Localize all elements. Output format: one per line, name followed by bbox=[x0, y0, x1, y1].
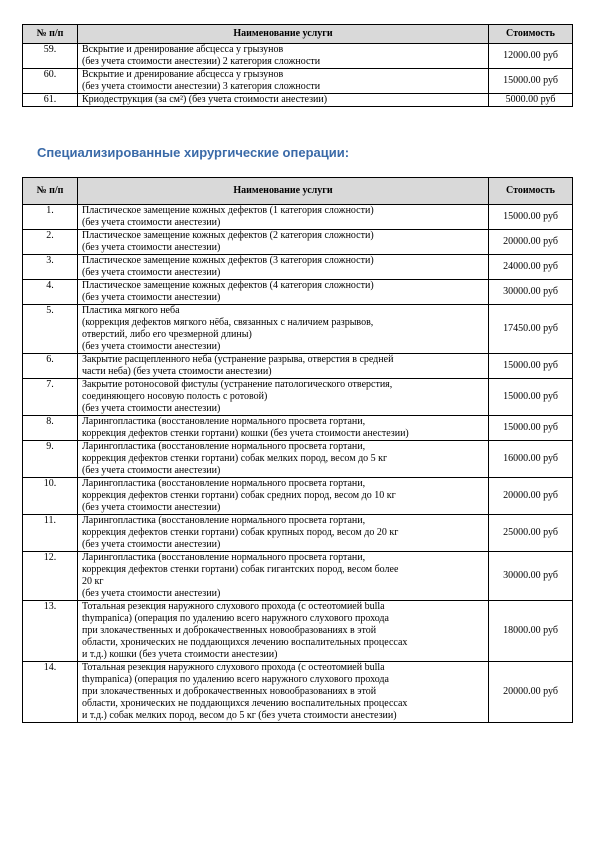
table-row bbox=[23, 354, 573, 379]
service-name-line: Тотальная резекция наружного слухового прохода (с остеотомией bulla bbox=[82, 601, 385, 612]
service-name-line: (без учета стоимости анестезии) bbox=[82, 539, 221, 550]
row-number: 7. bbox=[23, 379, 78, 416]
service-name bbox=[78, 255, 489, 280]
table-header-row bbox=[23, 25, 573, 44]
service-name bbox=[78, 416, 489, 441]
service-name bbox=[78, 379, 489, 416]
table-row bbox=[23, 441, 573, 478]
service-price: 17450.00 руб bbox=[489, 305, 573, 354]
price-table-top bbox=[22, 24, 573, 107]
service-name-line: Закрытие ротоносовой фистулы (устранение патологического отверстия, bbox=[82, 379, 393, 390]
row-number: 12. bbox=[23, 552, 78, 601]
row-number: 59. bbox=[23, 44, 78, 69]
service-name bbox=[78, 662, 489, 723]
table-row bbox=[23, 280, 573, 305]
service-name-line: (без учета стоимости анестезии) bbox=[82, 267, 221, 278]
service-price: 15000.00 руб bbox=[489, 416, 573, 441]
row-number: 13. bbox=[23, 601, 78, 662]
service-name-line: и т.д.) кошки (без учета стоимости анестезии) bbox=[82, 649, 278, 660]
service-name bbox=[78, 441, 489, 478]
service-name bbox=[78, 280, 489, 305]
service-name bbox=[78, 230, 489, 255]
service-name-line: thympanica) (операция по удалению всего наружного слухового прохода bbox=[82, 674, 389, 685]
service-name bbox=[78, 305, 489, 354]
service-name-line: соединяющего носовую полость с ротовой) bbox=[82, 391, 268, 402]
service-price: 5000.00 руб bbox=[489, 94, 573, 107]
service-name-line: Ларингопластика (восстановление нормального просвета гортани, bbox=[82, 515, 366, 526]
service-price: 18000.00 руб bbox=[489, 601, 573, 662]
header-service-name: Наименование услуги bbox=[78, 178, 489, 205]
header-price: Стоимость bbox=[489, 25, 573, 44]
service-price: 30000.00 руб bbox=[489, 280, 573, 305]
row-number: 5. bbox=[23, 305, 78, 354]
row-number: 1. bbox=[23, 205, 78, 230]
table-row bbox=[23, 69, 573, 94]
table-row bbox=[23, 94, 573, 107]
service-name-line: Пластическое замещение кожных дефектов (2 категория сложности) bbox=[82, 230, 374, 241]
service-name-line: (без учета стоимости анестезии) bbox=[82, 588, 221, 599]
service-name-line: (без учета стоимости анестезии) bbox=[82, 403, 221, 414]
table-row bbox=[23, 552, 573, 601]
row-number: 8. bbox=[23, 416, 78, 441]
service-price: 24000.00 руб bbox=[489, 255, 573, 280]
row-number: 2. bbox=[23, 230, 78, 255]
table-row bbox=[23, 515, 573, 552]
service-name-line: коррекция дефектов стенки гортани) собак крупных пород, весом до 20 кг bbox=[82, 527, 399, 538]
service-name-line: Пластическое замещение кожных дефектов (3 категория сложности) bbox=[82, 255, 374, 266]
service-name-line: Ларингопластика (восстановление нормального просвета гортани, bbox=[82, 416, 366, 427]
service-name bbox=[78, 69, 489, 94]
service-name bbox=[78, 515, 489, 552]
service-price: 15000.00 руб bbox=[489, 354, 573, 379]
service-name-line: при злокачественных и доброкачественных новообразованиях в этой bbox=[82, 686, 377, 697]
service-price: 20000.00 руб bbox=[489, 662, 573, 723]
service-name bbox=[78, 478, 489, 515]
table-row bbox=[23, 478, 573, 515]
table-row bbox=[23, 305, 573, 354]
service-name bbox=[78, 94, 489, 107]
service-name-line: Закрытие расщепленного неба (устранение разрыва, отверстия в средней bbox=[82, 354, 394, 365]
table-row bbox=[23, 379, 573, 416]
service-name-line: отверстий, либо его чрезмерной длины) bbox=[82, 329, 252, 340]
section-title: Специализированные хирургические операции: bbox=[37, 145, 350, 160]
service-name-line: при злокачественных и доброкачественных новообразованиях в этой bbox=[82, 625, 377, 636]
table-row bbox=[23, 662, 573, 723]
service-name-line: thympanica) (операция по удалению всего наружного слухового прохода bbox=[82, 613, 389, 624]
row-number: 11. bbox=[23, 515, 78, 552]
service-name-line: (без учета стоимости анестезии) bbox=[82, 341, 221, 352]
service-name-line: коррекция дефектов стенки гортани) собак гигантских пород, весом более bbox=[82, 564, 399, 575]
service-name-line: 20 кг bbox=[82, 576, 104, 587]
service-name-line: Пластика мягкого неба bbox=[82, 305, 180, 316]
row-number: 6. bbox=[23, 354, 78, 379]
header-price: Стоимость bbox=[489, 178, 573, 205]
service-name-line: (без учета стоимости анестезии) 3 категория сложности bbox=[82, 81, 321, 92]
service-price: 15000.00 руб bbox=[489, 379, 573, 416]
row-number: 10. bbox=[23, 478, 78, 515]
row-number: 61. bbox=[23, 94, 78, 107]
service-price: 25000.00 руб bbox=[489, 515, 573, 552]
service-price: 30000.00 руб bbox=[489, 552, 573, 601]
service-name bbox=[78, 44, 489, 69]
service-name-line: (без учета стоимости анестезии) 2 категория сложности bbox=[82, 56, 321, 67]
service-name bbox=[78, 205, 489, 230]
row-number: 3. bbox=[23, 255, 78, 280]
service-name-line: Пластическое замещение кожных дефектов (1 категория сложности) bbox=[82, 205, 374, 216]
table-header-row bbox=[23, 178, 573, 205]
table-row bbox=[23, 255, 573, 280]
service-name bbox=[78, 552, 489, 601]
service-name-line: коррекция дефектов стенки гортани) собак средних пород, весом до 10 кг bbox=[82, 490, 396, 501]
row-number: 9. bbox=[23, 441, 78, 478]
service-name bbox=[78, 354, 489, 379]
row-number: 14. bbox=[23, 662, 78, 723]
service-name-line: коррекция дефектов стенки гортани) собак мелких пород, весом до 5 кг bbox=[82, 453, 388, 464]
service-name-line: (без учета стоимости анестезии) bbox=[82, 502, 221, 513]
service-price: 12000.00 руб bbox=[489, 44, 573, 69]
service-name-line: области, хронических не поддающихся лечению воспалительных процессах bbox=[82, 698, 408, 709]
service-name bbox=[78, 601, 489, 662]
service-name-line: области, хронических не поддающихся лечению воспалительных процессах bbox=[82, 637, 408, 648]
table-row bbox=[23, 416, 573, 441]
service-name-line: Ларингопластика (восстановление нормального просвета гортани, bbox=[82, 441, 366, 452]
service-name-line: Вскрытие и дренирование абсцесса у грызунов bbox=[82, 44, 284, 55]
service-name-line: Ларингопластика (восстановление нормального просвета гортани, bbox=[82, 552, 366, 563]
service-name-line: (без учета стоимости анестезии) bbox=[82, 242, 221, 253]
service-name-line: Ларингопластика (восстановление нормального просвета гортани, bbox=[82, 478, 366, 489]
service-price: 15000.00 руб bbox=[489, 69, 573, 94]
table-row bbox=[23, 230, 573, 255]
header-service-name: Наименование услуги bbox=[78, 25, 489, 44]
header-number: № п/п bbox=[23, 25, 78, 44]
service-name-line: Криодеструкция (за см²) (без учета стоимости анестезии) bbox=[82, 94, 328, 105]
service-name-line: Тотальная резекция наружного слухового прохода (с остеотомией bulla bbox=[82, 662, 385, 673]
service-price: 15000.00 руб bbox=[489, 205, 573, 230]
price-table-surgery bbox=[22, 177, 573, 723]
service-price: 20000.00 руб bbox=[489, 230, 573, 255]
service-price: 20000.00 руб bbox=[489, 478, 573, 515]
service-name-line: (без учета стоимости анестезии) bbox=[82, 292, 221, 303]
row-number: 60. bbox=[23, 69, 78, 94]
service-name-line: части неба) (без учета стоимости анестезии) bbox=[82, 366, 272, 377]
service-name-line: (без учета стоимости анестезии) bbox=[82, 217, 221, 228]
table-row bbox=[23, 44, 573, 69]
service-name-line: Вскрытие и дренирование абсцесса у грызунов bbox=[82, 69, 284, 80]
service-name-line: (без учета стоимости анестезии) bbox=[82, 465, 221, 476]
row-number: 4. bbox=[23, 280, 78, 305]
service-name-line: Пластическое замещение кожных дефектов (4 категория сложности) bbox=[82, 280, 374, 291]
service-price: 16000.00 руб bbox=[489, 441, 573, 478]
service-name-line: и т.д.) собак мелких пород, весом до 5 кг (без учета стоимости анестезии) bbox=[82, 710, 397, 721]
service-name-line: коррекция дефектов стенки гортани) кошки (без учета стоимости анестезии) bbox=[82, 428, 409, 439]
service-name-line: (коррекция дефектов мягкого нёба, связанных с наличием разрывов, bbox=[82, 317, 374, 328]
table-row bbox=[23, 601, 573, 662]
table-row bbox=[23, 205, 573, 230]
header-number: № п/п bbox=[23, 178, 78, 205]
